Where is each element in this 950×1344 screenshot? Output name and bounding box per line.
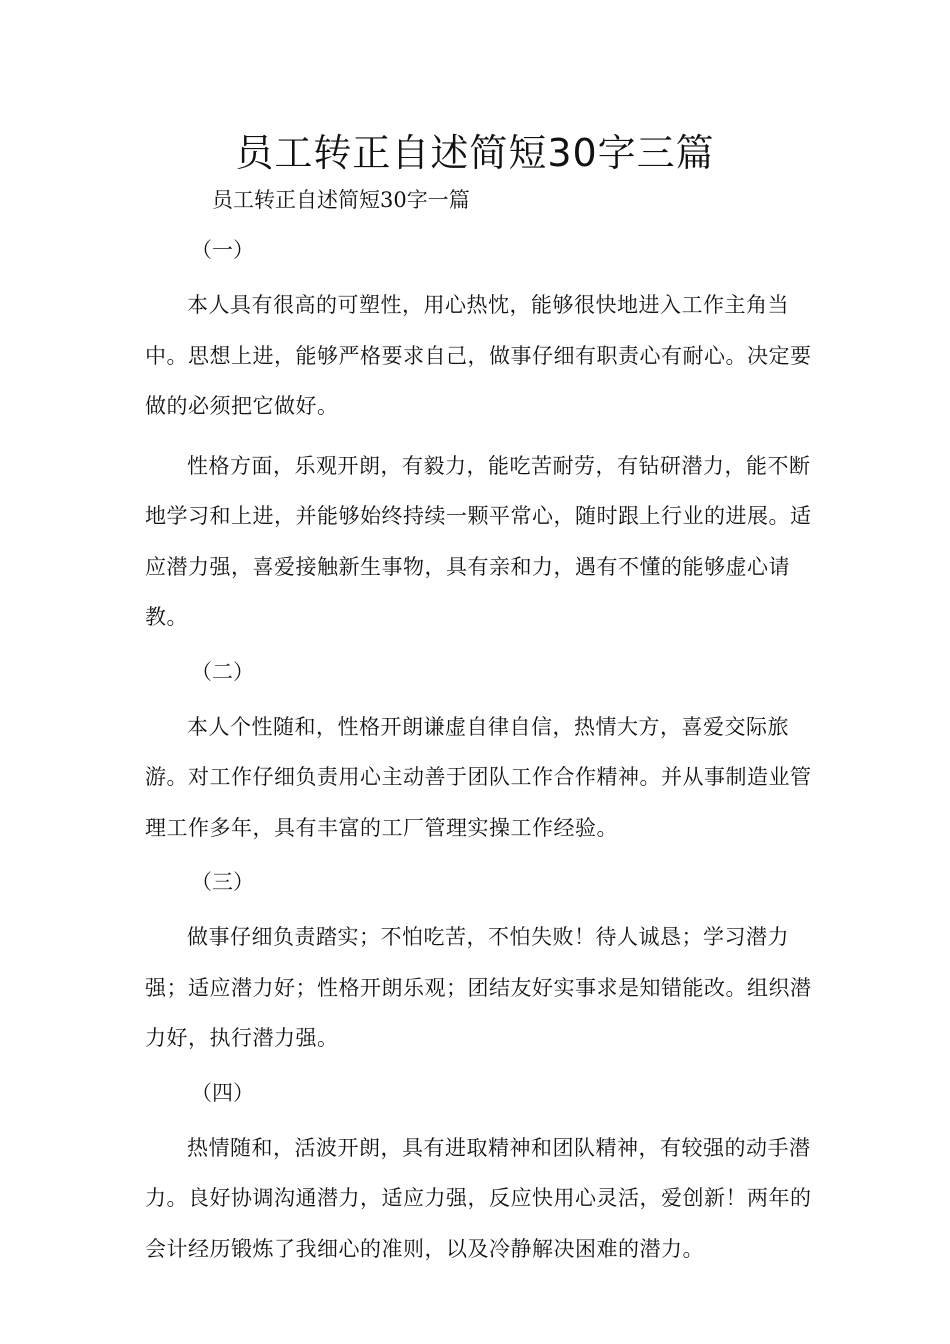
paragraph: 性格方面，乐观开朗，有毅力，能吃苦耐劳，有钻研潜力，能不断地学习和上进，并能够始终持续一颗平常心，随时跟上行业的进展。适应潜力强，喜爱接触新生事物，具有亲和力，遇有不懂的能够虚心请教。	[145, 453, 812, 629]
section-1	[145, 230, 829, 643]
section-marker: （二）	[191, 659, 254, 684]
paragraph: 做事仔细负责踏实；不怕吃苦，不怕失败！待人诚恳；学习潜力强；适应潜力好；性格开朗乐观；团结友好实事求是知错能改。组织潜力好，执行潜力强。	[145, 925, 812, 1050]
section-2	[145, 652, 829, 854]
document-subtitle: 员工转正自述简短30字一篇	[212, 188, 470, 212]
document-body	[145, 230, 829, 1283]
section-marker: （一）	[191, 238, 254, 262]
section-3	[145, 862, 829, 1064]
document-title: 员工转正自述简短30字三篇	[235, 131, 715, 175]
section-4	[145, 1073, 829, 1275]
section-marker: （三）	[191, 870, 254, 894]
paragraph: 热情随和，活波开朗，具有进取精神和团队精神，有较强的动手潜力。良好协调沟通潜力，适应力强，反应快用心灵活，爱创新！两年的会计经历锻炼了我细心的准则，以及冷静解决困难的潜力。	[145, 1135, 812, 1261]
paragraph: 本人具有很高的可塑性，用心热忱，能够很快地进入工作主角当中。思想上进，能够严格要求自己，做事仔细有职责心有耐心。决定要做的必须把它做好。	[145, 293, 812, 418]
paragraph: 本人个性随和，性格开朗谦虚自律自信，热情大方，喜爱交际旅游。对工作仔细负责用心主动善于团队工作合作精神。并从事制造业管理工作多年，具有丰富的工厂管理实操工作经验。	[145, 714, 812, 840]
section-marker: （四）	[191, 1080, 254, 1105]
